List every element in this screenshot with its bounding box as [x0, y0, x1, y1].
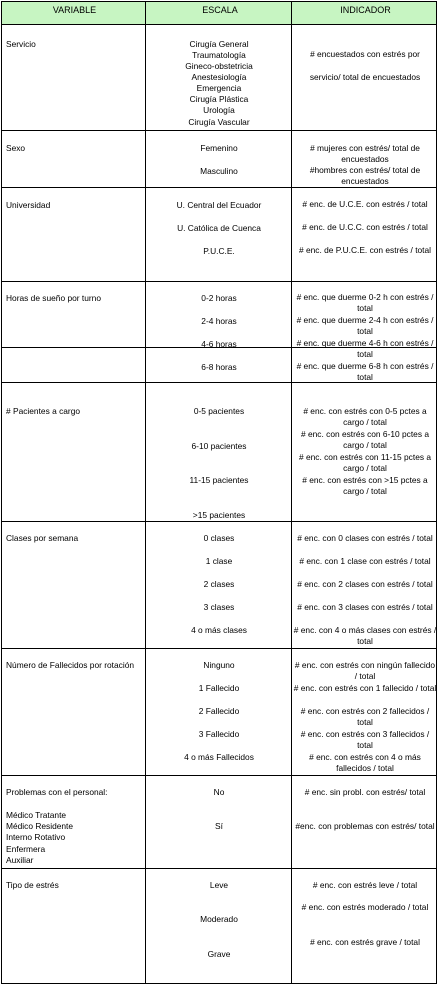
variable-tipo-estres: Tipo de estrés: [6, 880, 59, 890]
escala-item: 4-6 horas: [201, 339, 237, 349]
indicador-item: # enc. con estrés con 2 fallecidos / total: [300, 706, 430, 727]
variable-pacientes: # Pacientes a cargo: [6, 406, 81, 416]
variable-clases: Clases por semana: [6, 533, 79, 543]
indicador-item: # enc. con estrés con 0-5 pctes a cargo / total: [303, 406, 427, 427]
escala-item: 2 clases: [203, 579, 235, 589]
indicador-item: # mujeres con estrés/ total de encuestados: [310, 143, 420, 164]
indicador-item: # enc. con estrés con 11-15 pctes a cargo / total: [298, 452, 432, 473]
column-divider-2: [291, 1, 292, 984]
escala-item: 4 o más clases: [191, 625, 247, 635]
indicador-item: # enc. con 2 clases con estrés / total: [297, 579, 433, 589]
variable-universidad: Universidad: [6, 200, 51, 210]
indicador-item: # enc. con estrés grave / total: [310, 937, 420, 947]
row-divider: [1, 130, 437, 131]
row-divider: [1, 281, 437, 282]
escala-item: 1 Fallecido: [198, 683, 240, 693]
operationalization-table: [1, 1, 437, 984]
indicador-item: # enc. con estrés con 1 fallecido / total: [293, 683, 437, 693]
escala-item: Grave: [207, 949, 231, 959]
escala-item: 11-15 pacientes: [189, 475, 249, 485]
personal-subitem: Médico Residente: [6, 821, 74, 831]
row-divider: [1, 187, 437, 188]
escala-item: 3 Fallecido: [198, 729, 240, 739]
indicador-item: # enc. con estrés moderado / total: [301, 902, 429, 912]
escala-item: Femenino: [200, 143, 238, 153]
escala-item: 2-4 horas: [201, 316, 237, 326]
escala-item: Cirugía Vascular: [188, 117, 250, 127]
indicador-item: # enc. que duerme 0-2 h con estrés / total: [296, 292, 434, 313]
escala-item: Traumatología: [192, 50, 246, 60]
indicador-item: #enc. con problemas con estrés/ total: [295, 821, 435, 831]
personal-subitem: Médico Tratante: [6, 810, 67, 820]
escala-item: 0-2 horas: [201, 293, 237, 303]
escala-item: U. Católica de Cuenca: [177, 223, 261, 233]
variable-personal: Problemas con el personal:: [6, 787, 108, 797]
indicador-item: # enc. que duerme 4-6 h con estrés / total: [296, 338, 434, 359]
indicador-item: #hombres con estrés/ total de encuestados: [309, 165, 421, 186]
personal-subitem: Interno Rotativo: [6, 832, 66, 842]
escala-item: P.U.C.E.: [203, 246, 235, 256]
escala-item: 0-5 pacientes: [193, 406, 245, 416]
row-divider: [1, 868, 437, 869]
escala-item: Ninguno: [203, 660, 235, 670]
escala-item: No: [213, 787, 225, 797]
column-divider-1: [145, 1, 146, 984]
indicador-item: # enc. con estrés con 6-10 pctes a cargo / total: [300, 429, 430, 450]
escala-item: Moderado: [200, 914, 238, 924]
escala-item: 3 clases: [203, 602, 235, 612]
indicador-item: # enc. con 3 clases con estrés / total: [297, 602, 433, 612]
escala-item: 0 clases: [203, 533, 235, 543]
indicador-item: # enc. que duerme 2-4 h con estrés / total: [296, 315, 434, 336]
escala-item: >15 pacientes: [192, 510, 246, 520]
row-divider: [1, 648, 437, 649]
indicador-item: # enc. con 0 clases con estrés / total: [297, 533, 433, 543]
escala-item: Cirugía General: [189, 39, 249, 49]
escala-item: Emergencia: [196, 83, 242, 93]
indicador-item: # enc. con 4 o más clases con estrés / total: [293, 625, 437, 646]
escala-item: Anestesiología: [191, 72, 247, 82]
indicador-item: # enc. de P.U.C.E. con estrés / total: [298, 245, 432, 255]
escala-item: U. Central del Ecuador: [176, 200, 262, 210]
escala-item: 6-10 pacientes: [191, 441, 247, 451]
indicador-item: # encuestados con estrés por: [310, 49, 420, 59]
escala-item: Cirugía Plástica: [189, 94, 249, 104]
border-left: [1, 1, 2, 984]
header-variable: VARIABLE: [52, 5, 97, 15]
header-indicador: INDICADOR: [340, 5, 391, 15]
escala-item: Sí: [215, 821, 223, 831]
indicador-item: # enc. con 1 clase con estrés / total: [299, 556, 431, 566]
escala-item: Gineco-obstetricia: [185, 61, 253, 71]
indicador-item: # enc. de U.C.C. con estrés / total: [302, 222, 428, 232]
indicador-item: # enc. de U.C.E. con estrés / total: [302, 199, 428, 209]
indicador-item: # enc. con estrés con 3 fallecidos / total: [300, 729, 430, 750]
indicador-item: # enc. con estrés con 4 o más fallecidos / total: [309, 752, 421, 773]
indicador-item: servicio/ total de encuestados: [309, 72, 421, 82]
personal-subitem: Enfermera: [6, 844, 46, 854]
indicador-item: # enc. que duerme 6-8 h con estrés / total: [296, 361, 434, 382]
escala-item: Masculino: [200, 166, 238, 176]
row-divider: [1, 775, 437, 776]
variable-servicio: Servicio: [6, 39, 36, 49]
escala-item: 4 o más Fallecidos: [184, 752, 254, 762]
indicador-item: # enc. con estrés con >15 pctes a cargo / total: [302, 475, 428, 496]
escala-item: 2 Fallecido: [198, 706, 240, 716]
border-bottom: [1, 983, 437, 984]
escala-item: Urología: [203, 105, 235, 115]
row-divider: [1, 521, 437, 522]
indicador-item: # enc. con estrés leve / total: [312, 880, 418, 890]
header-escala: ESCALA: [202, 5, 238, 15]
escala-item: 6-8 horas: [201, 362, 237, 372]
variable-sexo: Sexo: [6, 143, 26, 153]
personal-subitem: Auxiliar: [6, 855, 34, 865]
variable-horas-sueno: Horas de sueño por turno: [6, 293, 101, 303]
variable-fallecidos: Número de Fallecidos por rotación: [6, 660, 135, 670]
indicador-item: # enc. sin probl. con estrés/ total: [304, 787, 426, 797]
table-header: [1, 1, 437, 25]
indicador-item: # enc. con estrés con ningún fallecido / total: [294, 660, 436, 681]
escala-item: 1 clase: [205, 556, 233, 566]
escala-item: Leve: [209, 880, 229, 890]
